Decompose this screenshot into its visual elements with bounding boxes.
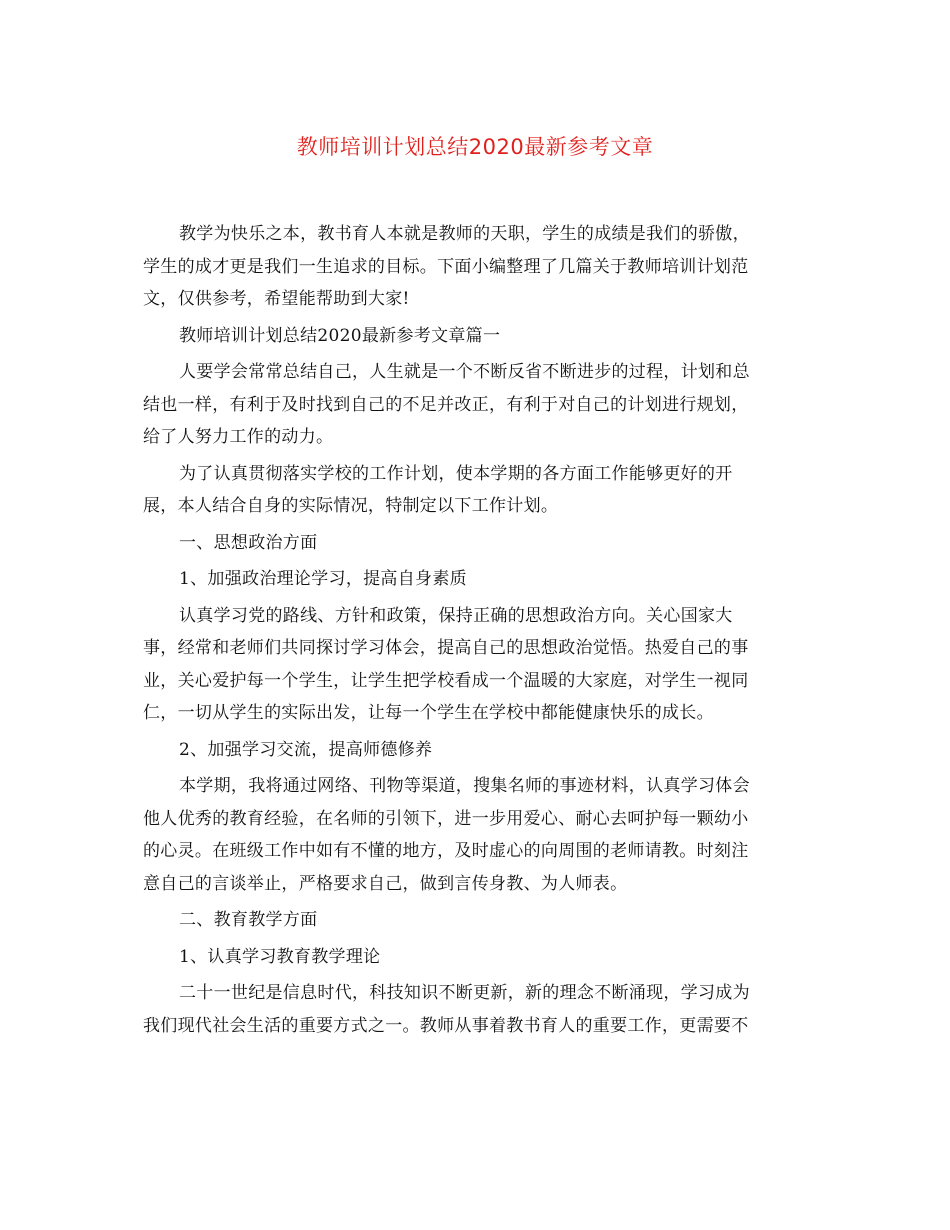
paragraph-line: 事，经常和老师们共同探讨学习体会，提高自己的思想政治觉悟。热爱自己的事 [143,638,749,658]
paragraph [143,734,803,767]
paragraph-line: 文，仅供参考，希望能帮助到大家! [143,289,410,309]
paragraph [143,770,803,900]
paragraph [143,977,803,1042]
paragraph-line: 教学为快乐之本，教书育人本就是教师的天职，学生的成绩是我们的骄傲， [179,224,750,244]
paragraph [143,527,803,560]
paragraph-line: 仁，一切从学生的实际出发，让每一个学生在学校中都能健康快乐的成长。 [143,703,714,723]
paragraph-line: 展，本人结合自身的实际情况，特制定以下工作计划。 [143,496,559,516]
paragraph-line: 人要学会常常总结自己，人生就是一个不断反省不断进步的过程，计划和总 [179,362,750,382]
paragraph-line: 2、加强学习交流，提高师德修养 [179,739,433,760]
paragraph-line: 的心灵。在班级工作中如有不懂的地方，及时虚心的向周围的老师请教。时刻注 [143,841,749,861]
paragraph-line: 结也一样，有利于及时找到自己的不足并改正，有利于对自己的计划进行规划， [143,394,749,415]
paragraph-line: 1、认真学习教育教学理论 [179,946,381,967]
paragraph [143,320,803,353]
paragraph [143,218,803,316]
paragraph-line: 教师培训计划总结2020最新参考文章篇一 [179,325,501,346]
paragraph-line: 二、教育教学方面 [179,910,318,930]
paragraph [143,600,803,730]
paragraph [143,563,803,596]
paragraph [143,458,803,523]
paragraph-line: 为了认真贯彻落实学校的工作计划，使本学期的各方面工作能够更好的开 [179,463,733,484]
paragraph-line: 我们现代社会生活的重要方式之一。教师从事着教书育人的重要工作，更需要不 [143,1015,749,1036]
paragraph-line: 认真学习党的路线、方针和政策，保持正确的思想政治方向。关心国家大 [179,605,733,626]
paragraph-line: 他人优秀的教育经验，在名师的引领下，进一步用爱心、耐心去呵护每一颗幼小 [143,808,749,829]
paragraph-line: 学生的成才更是我们一生追求的目标。下面小编整理了几篇关于教师培训计划范 [143,256,749,277]
paragraph [143,941,803,974]
document-title: 教师培训计划总结2020最新参考文章 [296,135,654,159]
paragraph-line: 意自己的言谈举止，严格要求自己，做到言传身教、为人师表。 [143,873,628,894]
paragraph-line: 给了人努力工作的动力。 [143,427,334,447]
paragraph-line: 一、思想政治方面 [179,532,318,553]
paragraph-line: 业，关心爱护每一个学生，让学生把学校看成一个温暖的大家庭，对学生一视同 [143,670,749,691]
paragraph-line: 本学期，我将通过网络、刊物等渠道，搜集名师的事迹材料，认真学习体会 [179,776,750,796]
paragraph-line: 二十一世纪是信息时代，科技知识不断更新，新的理念不断涌现，学习成为 [179,983,750,1003]
paragraph [143,904,803,937]
document-body [143,218,803,1042]
paragraph-line: 1、加强政治理论学习，提高自身素质 [179,569,467,589]
paragraph [143,356,803,454]
